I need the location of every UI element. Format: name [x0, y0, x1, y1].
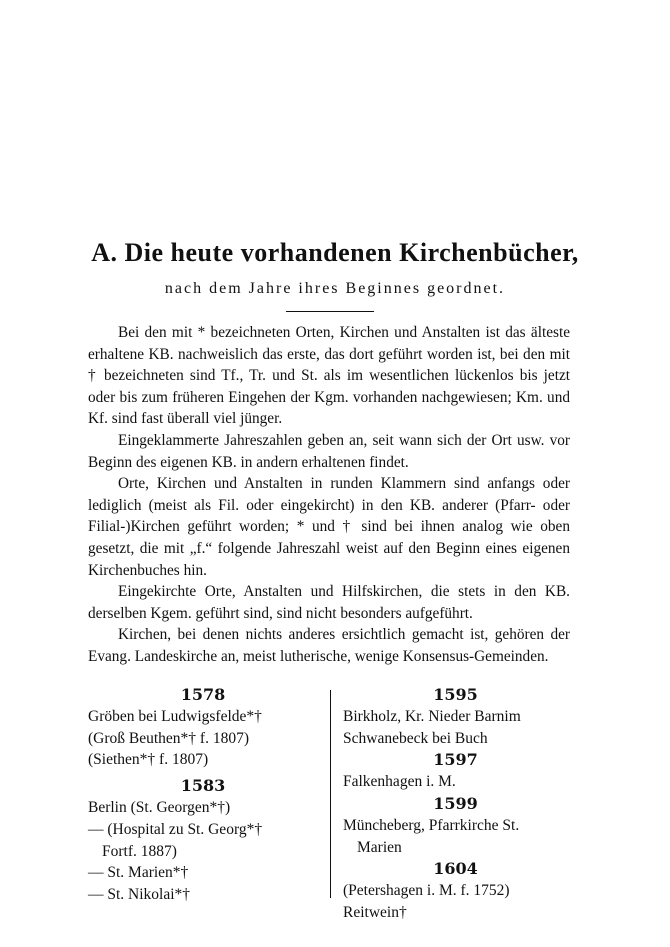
intro-text	[88, 322, 570, 668]
right-column	[343, 684, 568, 924]
year-heading: 1597	[433, 750, 478, 770]
year-heading: 1583	[180, 776, 226, 796]
year-heading: 1604	[433, 859, 478, 879]
list-item-continuation: Marien	[357, 838, 402, 856]
list-item: (Groß Beuthen*† f. 1807)	[88, 729, 249, 747]
intro-paragraph: Kirchen, bei denen nichts anderes ersichtlich gemacht ist, gehören der Evang. Landeskirche an, meist lutherische, wenige Konsensus-Gemeinden.	[88, 626, 570, 665]
list-item: Falkenhagen i. M.	[343, 773, 456, 791]
intro-paragraph: Bei den mit * bezeichneten Orten, Kirchen und Anstalten ist das älteste erhaltene KB. nachweislich das erste, das dort geführt worden ist, bei den mit † bezeichneten sind Tf., Tr. und St. als im wesentlichen lückenlos bis jetzt oder bis zum früheren Eingehen der Kgm. vorhanden nachgewiesen; Km. und Kf. sind fast überall viel jünger.	[88, 324, 570, 428]
year-heading: 1578	[180, 685, 226, 704]
list-item: (Siethen*† f. 1807)	[88, 751, 209, 769]
list-item: Gröben bei Ludwigsfelde*†	[88, 707, 262, 725]
title-rule	[286, 311, 374, 312]
list-item: — (Hospital zu St. Georg*†	[88, 820, 263, 838]
list-item: (Petershagen i. M. f. 1752)	[343, 882, 510, 900]
page-title: A. Die heute vorhandenen Kirchenbücher,	[91, 238, 579, 267]
list-item: Schwanebeck bei Buch	[343, 729, 488, 747]
list-item-continuation: Fortf. 1887)	[102, 842, 177, 860]
intro-paragraph: Eingeklammerte Jahreszahlen geben an, seit wann sich der Ort usw. vor Beginn des eigenen KB. in andern erhaltenen findet.	[88, 431, 570, 471]
list-item: Reitwein†	[343, 903, 407, 921]
intro-paragraph: Orte, Kirchen und Anstalten in runden Klammern sind anfangs oder lediglich (meist als Fil. oder eingekircht) in den KB. anderer (Pfarr- oder Filial-)Kirchen geführt worden; * und † sind bei ihnen analog wie oben gesetzt, die mit „f.“ folgende Jahreszahl weist auf den Beginn eines eigenen Kirchenbuches hin.	[88, 475, 570, 579]
list-item: Berlin (St. Georgen*†)	[88, 798, 231, 816]
column-divider	[330, 690, 331, 898]
list-item: — St. Marien*†	[88, 864, 189, 882]
page-subtitle: nach dem Jahre ihres Beginnes geordnet.	[164, 280, 506, 297]
intro-paragraph: Eingekirchte Orte, Anstalten und Hilfskirchen, die stets in den KB. derselben Kgem. geführt sind, sind nicht besonders aufgeführt.	[88, 583, 570, 622]
list-item: — St. Nikolai*†	[88, 886, 191, 904]
year-heading: 1595	[433, 685, 478, 704]
year-heading: 1599	[433, 793, 478, 813]
left-column	[88, 684, 318, 906]
list-item: Müncheberg, Pfarrkirche St.	[343, 816, 520, 834]
list-item: Birkholz, Kr. Nieder Barnim	[343, 707, 521, 725]
